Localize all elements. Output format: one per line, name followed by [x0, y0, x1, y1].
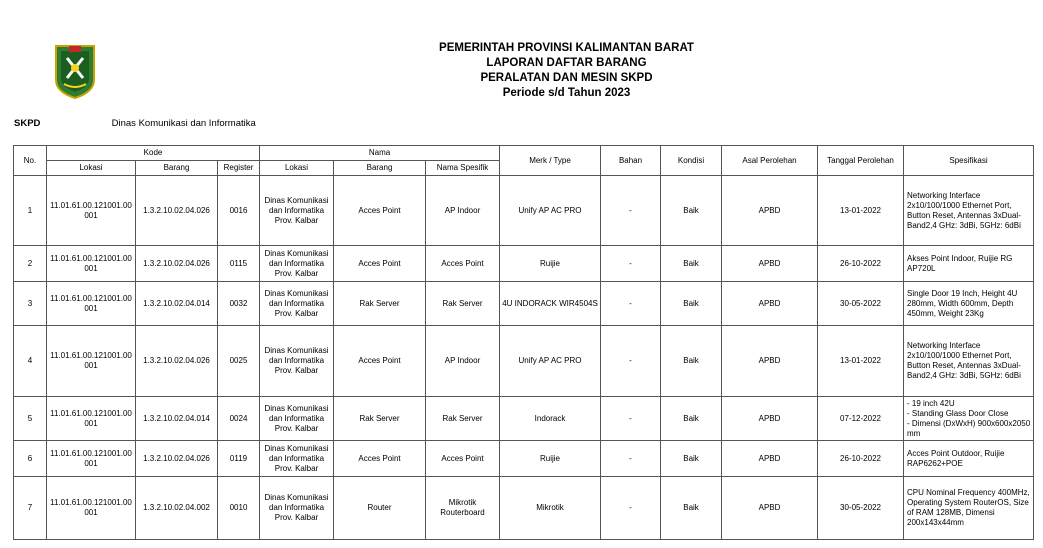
cell-spesifikasi: Akses Point Indoor, Ruijie RG AP720L — [904, 246, 1034, 282]
cell-spesifikasi: - 19 inch 42U - Standing Glass Door Close - Dimensi (DxWxH) 900x600x2050 mm — [904, 397, 1034, 441]
cell-register: 0115 — [218, 246, 260, 282]
skpd-label: SKPD — [14, 118, 41, 129]
cell-no: 3 — [14, 282, 47, 326]
cell-no: 2 — [14, 246, 47, 282]
col-bahan: Bahan — [601, 146, 661, 176]
header-line-3: PERALATAN DAN MESIN SKPD — [480, 72, 653, 84]
cell-nama-spesifik: Acces Point — [426, 441, 500, 477]
cell-merk: Unify AP AC PRO — [500, 326, 601, 397]
cell-merk: Ruijie — [500, 441, 601, 477]
cell-register: 0010 — [218, 477, 260, 540]
col-kode-barang: Barang — [136, 161, 218, 176]
header-line-4: Periode s/d Tahun 2023 — [502, 87, 631, 99]
cell-merk: Indorack — [500, 397, 601, 441]
cell-lokasi: Dinas Komunikasi dan Informatika Prov. Kalbar — [260, 282, 334, 326]
cell-kondisi: Baik — [661, 326, 722, 397]
cell-nama-spesifik: Mikrotik Routerboard — [426, 477, 500, 540]
cell-bahan: - — [601, 246, 661, 282]
col-nama-barang: Barang — [334, 161, 426, 176]
cell-bahan: - — [601, 176, 661, 246]
cell-kode-barang: 1.3.2.10.02.04.002 — [136, 477, 218, 540]
cell-register: 0119 — [218, 441, 260, 477]
cell-no: 1 — [14, 176, 47, 246]
cell-spesifikasi: Single Door 19 Inch, Height 4U 280mm, Width 600mm, Depth 450mm, Weight 23Kg — [904, 282, 1034, 326]
cell-barang: Rak Server — [334, 282, 426, 326]
cell-tanggal: 13-01-2022 — [818, 326, 904, 397]
cell-tanggal: 13-01-2022 — [818, 176, 904, 246]
cell-kode-lokasi: 11.01.61.00.121001.00 001 — [47, 176, 136, 246]
cell-kode-barang: 1.3.2.10.02.04.014 — [136, 282, 218, 326]
cell-kode-lokasi: 11.01.61.00.121001.00 001 — [47, 282, 136, 326]
table-row — [14, 176, 1034, 246]
cell-kondisi: Baik — [661, 246, 722, 282]
cell-kode-barang: 1.3.2.10.02.04.026 — [136, 176, 218, 246]
col-tanggal: Tanggal Perolehan — [818, 146, 904, 176]
cell-merk: Ruijie — [500, 246, 601, 282]
cell-bahan: - — [601, 441, 661, 477]
skpd-line — [14, 118, 256, 129]
cell-register: 0024 — [218, 397, 260, 441]
col-kondisi: Kondisi — [661, 146, 722, 176]
cell-kondisi: Baik — [661, 282, 722, 326]
table-row — [14, 397, 1034, 441]
cell-merk: Unify AP AC PRO — [500, 176, 601, 246]
table-row — [14, 441, 1034, 477]
col-nama-spesifik: Nama Spesifik — [426, 161, 500, 176]
cell-no: 6 — [14, 441, 47, 477]
cell-kondisi: Baik — [661, 397, 722, 441]
cell-lokasi: Dinas Komunikasi dan Informatika Prov. Kalbar — [260, 246, 334, 282]
col-nama-lokasi: Lokasi — [260, 161, 334, 176]
col-no: No. — [14, 146, 47, 176]
cell-asal: APBD — [722, 176, 818, 246]
cell-bahan: - — [601, 282, 661, 326]
cell-bahan: - — [601, 397, 661, 441]
cell-no: 5 — [14, 397, 47, 441]
cell-spesifikasi: Networking Interface 2x10/100/1000 Ethernet Port, Button Reset, Antennas 3xDual-Band2,4 GHz: 3dBi, 5GHz: 6dBi — [904, 326, 1034, 397]
cell-no: 4 — [14, 326, 47, 397]
skpd-value: Dinas Komunikasi dan Informatika — [111, 118, 256, 129]
cell-asal: APBD — [722, 477, 818, 540]
cell-tanggal: 07-12-2022 — [818, 397, 904, 441]
cell-barang: Acces Point — [334, 326, 426, 397]
cell-asal: APBD — [722, 441, 818, 477]
cell-kode-barang: 1.3.2.10.02.04.026 — [136, 441, 218, 477]
cell-register: 0025 — [218, 326, 260, 397]
cell-kondisi: Baik — [661, 477, 722, 540]
cell-tanggal: 30-05-2022 — [818, 282, 904, 326]
table-row — [14, 282, 1034, 326]
cell-barang: Acces Point — [334, 246, 426, 282]
cell-barang: Acces Point — [334, 176, 426, 246]
cell-barang: Rak Server — [334, 397, 426, 441]
col-asal: Asal Perolehan — [722, 146, 818, 176]
cell-lokasi: Dinas Komunikasi dan Informatika Prov. Kalbar — [260, 326, 334, 397]
col-register: Register — [218, 161, 260, 176]
col-merk: Merk / Type — [500, 146, 601, 176]
cell-no: 7 — [14, 477, 47, 540]
cell-nama-spesifik: AP Indoor — [426, 176, 500, 246]
cell-lokasi: Dinas Komunikasi dan Informatika Prov. Kalbar — [260, 441, 334, 477]
cell-nama-spesifik: Acces Point — [426, 246, 500, 282]
cell-kode-barang: 1.3.2.10.02.04.026 — [136, 326, 218, 397]
cell-merk: 4U INDORACK WIR4504S — [500, 282, 601, 326]
cell-merk: Mikrotik — [500, 477, 601, 540]
asset-table — [13, 145, 1034, 540]
cell-lokasi: Dinas Komunikasi dan Informatika Prov. Kalbar — [260, 397, 334, 441]
report-header — [0, 41, 1043, 101]
col-spesifikasi: Spesifikasi — [904, 146, 1034, 176]
cell-tanggal: 30-05-2022 — [818, 477, 904, 540]
cell-kondisi: Baik — [661, 176, 722, 246]
cell-barang: Acces Point — [334, 441, 426, 477]
header-line-1: PEMERINTAH PROVINSI KALIMANTAN BARAT — [439, 42, 694, 54]
cell-register: 0032 — [218, 282, 260, 326]
cell-spesifikasi: Acces Point Outdoor, Ruijie RAP6262+POE — [904, 441, 1034, 477]
cell-asal: APBD — [722, 246, 818, 282]
col-kode-lokasi: Lokasi — [47, 161, 136, 176]
cell-tanggal: 26-10-2022 — [818, 246, 904, 282]
cell-kode-lokasi: 11.01.61.00.121001.00 001 — [47, 397, 136, 441]
header-line-2: LAPORAN DAFTAR BARANG — [486, 57, 647, 69]
cell-kode-barang: 1.3.2.10.02.04.014 — [136, 397, 218, 441]
table-row — [14, 477, 1034, 540]
cell-nama-spesifik: Rak Server — [426, 282, 500, 326]
col-kode: Kode — [47, 146, 260, 161]
cell-bahan: - — [601, 326, 661, 397]
cell-register: 0016 — [218, 176, 260, 246]
cell-kode-lokasi: 11.01.61.00.121001.00 001 — [47, 246, 136, 282]
cell-barang: Router — [334, 477, 426, 540]
table-row — [14, 246, 1034, 282]
cell-kode-lokasi: 11.01.61.00.121001.00 001 — [47, 477, 136, 540]
cell-tanggal: 26-10-2022 — [818, 441, 904, 477]
cell-lokasi: Dinas Komunikasi dan Informatika Prov. Kalbar — [260, 176, 334, 246]
cell-asal: APBD — [722, 326, 818, 397]
cell-nama-spesifik: Rak Server — [426, 397, 500, 441]
cell-spesifikasi: CPU Nominal Frequency 400MHz, Operating System RouterOS, Size of RAM 128MB, Dimensi 200x143x44mm — [904, 477, 1034, 540]
cell-asal: APBD — [722, 282, 818, 326]
cell-kondisi: Baik — [661, 441, 722, 477]
cell-lokasi: Dinas Komunikasi dan Informatika Prov. Kalbar — [260, 477, 334, 540]
cell-asal: APBD — [722, 397, 818, 441]
table-row — [14, 326, 1034, 397]
cell-spesifikasi: Networking Interface 2x10/100/1000 Ethernet Port, Button Reset, Antennas 3xDual-Band2,4 GHz: 3dBi, 5GHz: 6dBi — [904, 176, 1034, 246]
cell-bahan: - — [601, 477, 661, 540]
col-nama: Nama — [260, 146, 500, 161]
cell-kode-lokasi: 11.01.61.00.121001.00 001 — [47, 326, 136, 397]
cell-nama-spesifik: AP Indoor — [426, 326, 500, 397]
cell-kode-lokasi: 11.01.61.00.121001.00 001 — [47, 441, 136, 477]
cell-kode-barang: 1.3.2.10.02.04.026 — [136, 246, 218, 282]
